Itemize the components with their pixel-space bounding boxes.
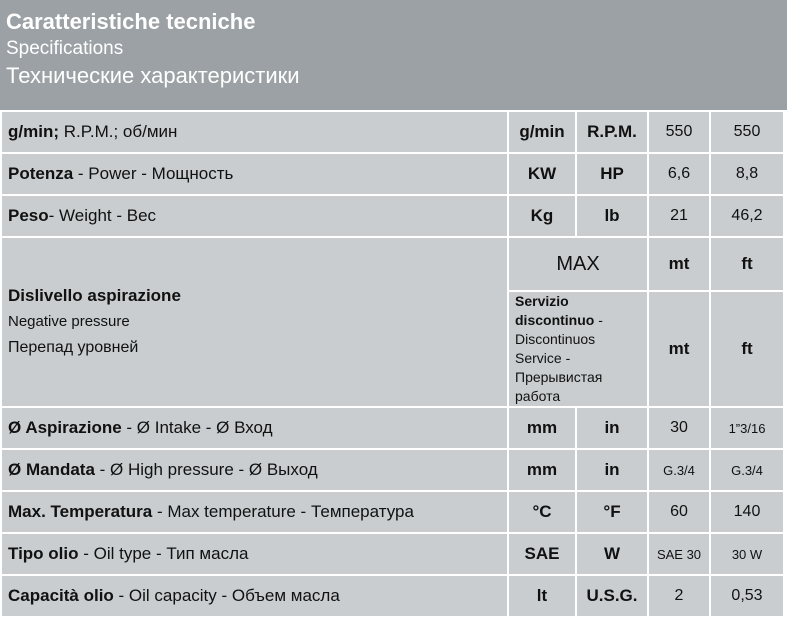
row-label-rest: - Ø High pressure - Ø Выход <box>94 460 318 479</box>
specifications-table <box>0 110 787 618</box>
row-label-it: g/min; <box>8 122 59 141</box>
header-title-ru: Технические характеристики <box>6 63 300 88</box>
row-label <box>1 407 508 449</box>
row-unit-1: Kg <box>508 195 576 237</box>
row-value-1: 21 <box>648 195 710 237</box>
dislivello-service-line2: Service - Прерывистая работа <box>515 350 603 404</box>
row-value-1: 30 <box>648 407 710 449</box>
row-label-it: Tipo olio <box>8 544 79 563</box>
row-label <box>1 491 508 533</box>
row-label-it: Potenza <box>8 164 74 183</box>
row-value-2: 8,8 <box>710 153 784 195</box>
table-row <box>1 491 786 533</box>
dislivello-service-unit-1: mt <box>648 291 710 407</box>
row-label <box>1 533 508 575</box>
header <box>0 0 787 110</box>
row-unit-2: in <box>576 449 648 491</box>
row-unit-1: SAE <box>508 533 576 575</box>
row-label <box>1 111 508 153</box>
dislivello-service-unit-2: ft <box>710 291 784 407</box>
row-label-it: Capacità olio <box>8 586 114 605</box>
row-label-rest: - Power - Мощность <box>73 164 234 183</box>
table-row <box>1 449 786 491</box>
row-unit-1: KW <box>508 153 576 195</box>
table-row <box>1 195 786 237</box>
row-unit-1: g/min <box>508 111 576 153</box>
dislivello-label-it: Dislivello aspirazione <box>8 286 181 305</box>
row-unit-2: R.P.M. <box>576 111 648 153</box>
row-label-rest: - Ø Intake - Ø Вход <box>121 418 273 437</box>
row-label-rest: - Oil capacity - Объем масла <box>113 586 340 605</box>
row-unit-2: U.S.G. <box>576 575 648 617</box>
row-value-2: 140 <box>710 491 784 533</box>
dislivello-label-ru: Перепад уровней <box>8 339 139 356</box>
row-value-1: 60 <box>648 491 710 533</box>
row-unit-1: mm <box>508 449 576 491</box>
dislivello-service-line1 <box>515 292 641 349</box>
table-row <box>1 575 786 617</box>
row-label <box>1 575 508 617</box>
row-unit-2: lb <box>576 195 648 237</box>
row-value-1: SAE 30 <box>648 533 710 575</box>
dislivello-service-rest: - Discontinuos <box>515 312 603 347</box>
row-unit-1: mm <box>508 407 576 449</box>
dislivello-service-value-2 <box>785 291 786 407</box>
table-row <box>1 111 786 153</box>
header-title-it: Caratteristiche tecniche <box>6 9 256 34</box>
dislivello-label <box>1 237 508 407</box>
dislivello-max-value-2 <box>785 237 786 291</box>
row-value-2: G.3/4 <box>710 449 784 491</box>
row-value-1: G.3/4 <box>648 449 710 491</box>
dislivello-max-unit-2: ft <box>710 237 784 291</box>
row-label-rest: - Max temperature - Температура <box>152 502 414 521</box>
row-value-1: 2 <box>648 575 710 617</box>
row-label <box>1 195 508 237</box>
row-label-rest: R.P.M.; об/мин <box>59 122 178 141</box>
row-unit-2: in <box>576 407 648 449</box>
row-value-2: 1”3/16 <box>710 407 784 449</box>
row-value-2: 550 <box>710 111 784 153</box>
row-unit-1: lt <box>508 575 576 617</box>
row-label-it: Peso <box>8 206 49 225</box>
row-label-it: Ø Aspirazione <box>8 418 122 437</box>
row-label-rest: - Weight - Вес <box>48 206 157 225</box>
row-unit-1: °C <box>508 491 576 533</box>
table-row <box>1 153 786 195</box>
row-unit-2: HP <box>576 153 648 195</box>
dislivello-label-en: Negative pressure <box>8 313 130 330</box>
table-row <box>1 533 786 575</box>
row-label <box>1 153 508 195</box>
header-title-en: Specifications <box>6 38 124 59</box>
row-value-1: 550 <box>648 111 710 153</box>
row-value-2: 30 W <box>710 533 784 575</box>
dislivello-max-unit-1: mt <box>648 237 710 291</box>
dislivello-service-bold: Servizio discontinuo <box>515 293 595 328</box>
dislivello-service-label <box>508 291 648 407</box>
row-value-1: 6,6 <box>648 153 710 195</box>
row-unit-2: °F <box>576 491 648 533</box>
table-row-dislivello-max <box>1 237 786 291</box>
row-label-it: Ø Mandata <box>8 460 95 479</box>
row-label <box>1 449 508 491</box>
table-row <box>1 407 786 449</box>
row-label-rest: - Oil type - Тип масла <box>78 544 249 563</box>
row-value-2: 0,53 <box>710 575 784 617</box>
dislivello-max-label: MAX <box>508 237 648 291</box>
row-label-it: Max. Temperatura <box>8 502 153 521</box>
row-unit-2: W <box>576 533 648 575</box>
row-value-2: 46,2 <box>710 195 784 237</box>
